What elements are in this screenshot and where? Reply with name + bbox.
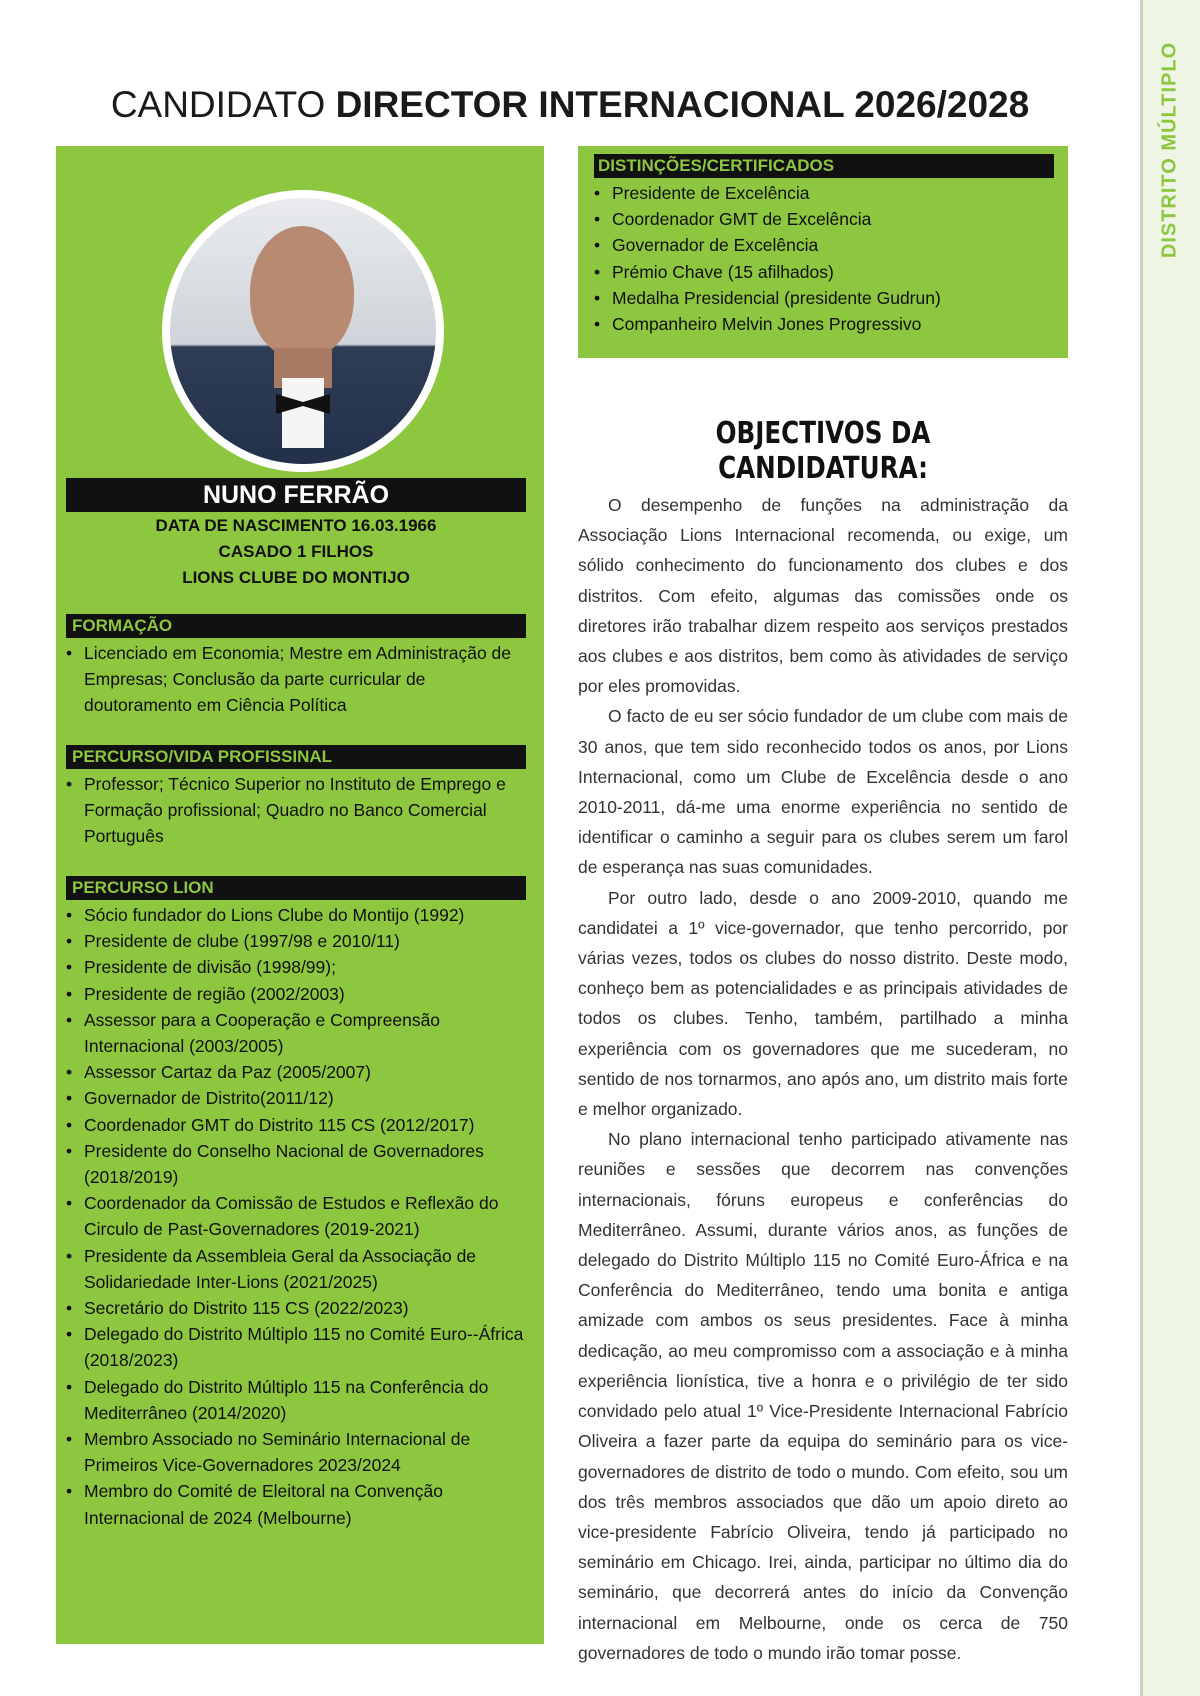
list-item: • Licenciado em Economia; Mestre em Administração de Empresas; Conclusão da parte curricular de doutoramento em Ciência Política [66,640,526,719]
objectives-paragraph: O facto de eu ser sócio fundador de um clube com mais de 30 anos, que tem sido reconhecido todos os anos, por Lions Internacional, como um Clube de Excelência desde o ano 2010-2011, dá-me uma enorme experiência no sentido de identificar o caminho a seguir para os clubes serem um farol de esperança nas suas comunidades. [578,706,1068,878]
page-title [0,84,1140,126]
formacao-heading: FORMAÇÃO [66,614,526,638]
list-item: • Presidente de clube (1997/98 e 2010/11) [66,928,526,954]
profile-panel [56,146,544,1644]
objectives-paragraph: Por outro lado, desde o ano 2009-2010, quando me candidatei a 1º vice-governador, que tenho percorrido, por várias vezes, todos os clubes do nosso distrito. Deste modo, conheço bem as potencialidades e as principais atividades de todos os clubes. Tenho, também, partilhado a minha experiência com os governadores que me sucederam, no sentido de nos tornarmos, ano após ano, um distrito mais forte e melhor organizado. [578,887,1068,1120]
list-item: • Membro do Comité de Eleitoral na Convenção Internacional de 2024 (Melbourne) [66,1478,526,1530]
profissional-list [66,771,526,850]
list-item: • Coordenador GMT do Distrito 115 CS (2012/2017) [66,1112,526,1138]
objectives-body [578,490,1068,1668]
list-item: • Prémio Chave (15 afilhados) [594,259,1064,285]
marital-status: CASADO 1 FILHOS [218,542,374,561]
list-item: • Secretário do Distrito 115 CS (2022/2023) [66,1295,526,1321]
photo-face [250,226,354,358]
title-main: DIRECTOR INTERNACIONAL 2026/2028 [335,84,1030,125]
list-item: • Governador de Excelência [594,232,1064,258]
list-item: • Presidente de região (2002/2003) [66,981,526,1007]
lion-list [66,902,526,1531]
list-item: • Assessor para a Cooperação e Compreensão Internacional (2003/2005) [66,1007,526,1059]
list-item: • Presidente do Conselho Nacional de Governadores (2018/2019) [66,1138,526,1190]
list-item: • Assessor Cartaz da Paz (2005/2007) [66,1059,526,1085]
profissional-heading: PERCURSO/VIDA PROFISSINAL [66,745,526,769]
distinctions-heading: DISTINÇÕES/CERTIFICADOS [594,154,1054,178]
candidate-name: NUNO FERRÃO [66,478,526,512]
list-item: • Membro Associado no Seminário Internacional de Primeiros Vice-Governadores 2023/2024 [66,1426,526,1478]
list-item: • Presidente da Assembleia Geral da Associação de Solidariedade Inter-Lions (2021/2025) [66,1243,526,1295]
list-item: • Medalha Presidencial (presidente Gudrun) [594,285,1064,311]
list-item: • Delegado do Distrito Múltiplo 115 no Comité Euro--África (2018/2023) [66,1321,526,1373]
objectives-heading: OBJECTIVOS DA CANDIDATURA: [715,416,931,486]
photo-shirt [282,378,324,448]
list-item: • Professor; Técnico Superior no Instituto de Emprego e Formação profissional; Quadro no Banco Comercial Português [66,771,526,850]
list-item: • Governador de Distrito(2011/12) [66,1085,526,1111]
formacao-list [66,640,526,719]
side-label: DISTRITO MÚLTIPLO [1158,41,1181,259]
birth-date: DATA DE NASCIMENTO 16.03.1966 [155,516,437,535]
list-item: • Sócio fundador do Lions Clube do Montijo (1992) [66,902,526,928]
list-item: • Coordenador da Comissão de Estudos e Reflexão do Circulo de Past-Governadores (2019-2021) [66,1190,526,1242]
list-item: • Presidente de divisão (1998/99); [66,954,526,980]
list-item: • Companheiro Melvin Jones Progressivo [594,311,1064,337]
objectives-paragraph: No plano internacional tenho participado ativamente nas reuniões e sessões que decorrem nas convenções internacionais, fóruns europeus e conferências do Mediterrâneo. Assumi, durante vários anos, as funções de delegado do Distrito Múltiplo 115 no Comité Euro-África e na Conferência do Mediterrâneo, tendo uma bonita e antiga amizade com ambos os seus presidentes. Face à minha dedicação, ao meu compromisso com a associação e à minha experiência lionística, tive a honra e o privilégio de ter sido convidado pelo atual 1º Vice-Presidente Internacional Fabrício Oliveira a fazer parte da equipa do seminário para os vice-governadores de distrito de todo o mundo. Com efeito, sou um dos três membros associados que dão um apoio direto ao vice-presidente Fabrício Oliveira, tendo já participado no seminário em Chicago. Irei, ainda, participar no último dia do seminário, que decorrerá antes do início da Convenção internacional em Melbourne, onde os cerca de 750 governadores de todo o mundo irão tomar posse. [578,1129,1068,1663]
list-item: • Presidente de Excelência [594,180,1064,206]
lion-heading: PERCURSO LION [66,876,526,900]
club-name: LIONS CLUBE DO MONTIJO [182,568,410,587]
title-prefix: CANDIDATO [110,84,336,125]
objectives-paragraph: O desempenho de funções na administração da Associação Lions Internacional recomenda, ou exige, um sólido conhecimento do funcionamento dos clubes e dos distritos. Com efeito, algumas das comissões onde os diretores irão trabalhar dizem respeito aos serviços prestados aos clubes e aos distritos, bem como às atividades de serviço por eles promovidas. [578,495,1068,697]
distinctions-box [578,146,1068,358]
list-item: • Delegado do Distrito Múltiplo 115 na Conferência do Mediterrâneo (2014/2020) [66,1374,526,1426]
candidate-photo [162,190,444,472]
list-item: • Coordenador GMT de Excelência [594,206,1064,232]
distinctions-list [594,180,1064,337]
